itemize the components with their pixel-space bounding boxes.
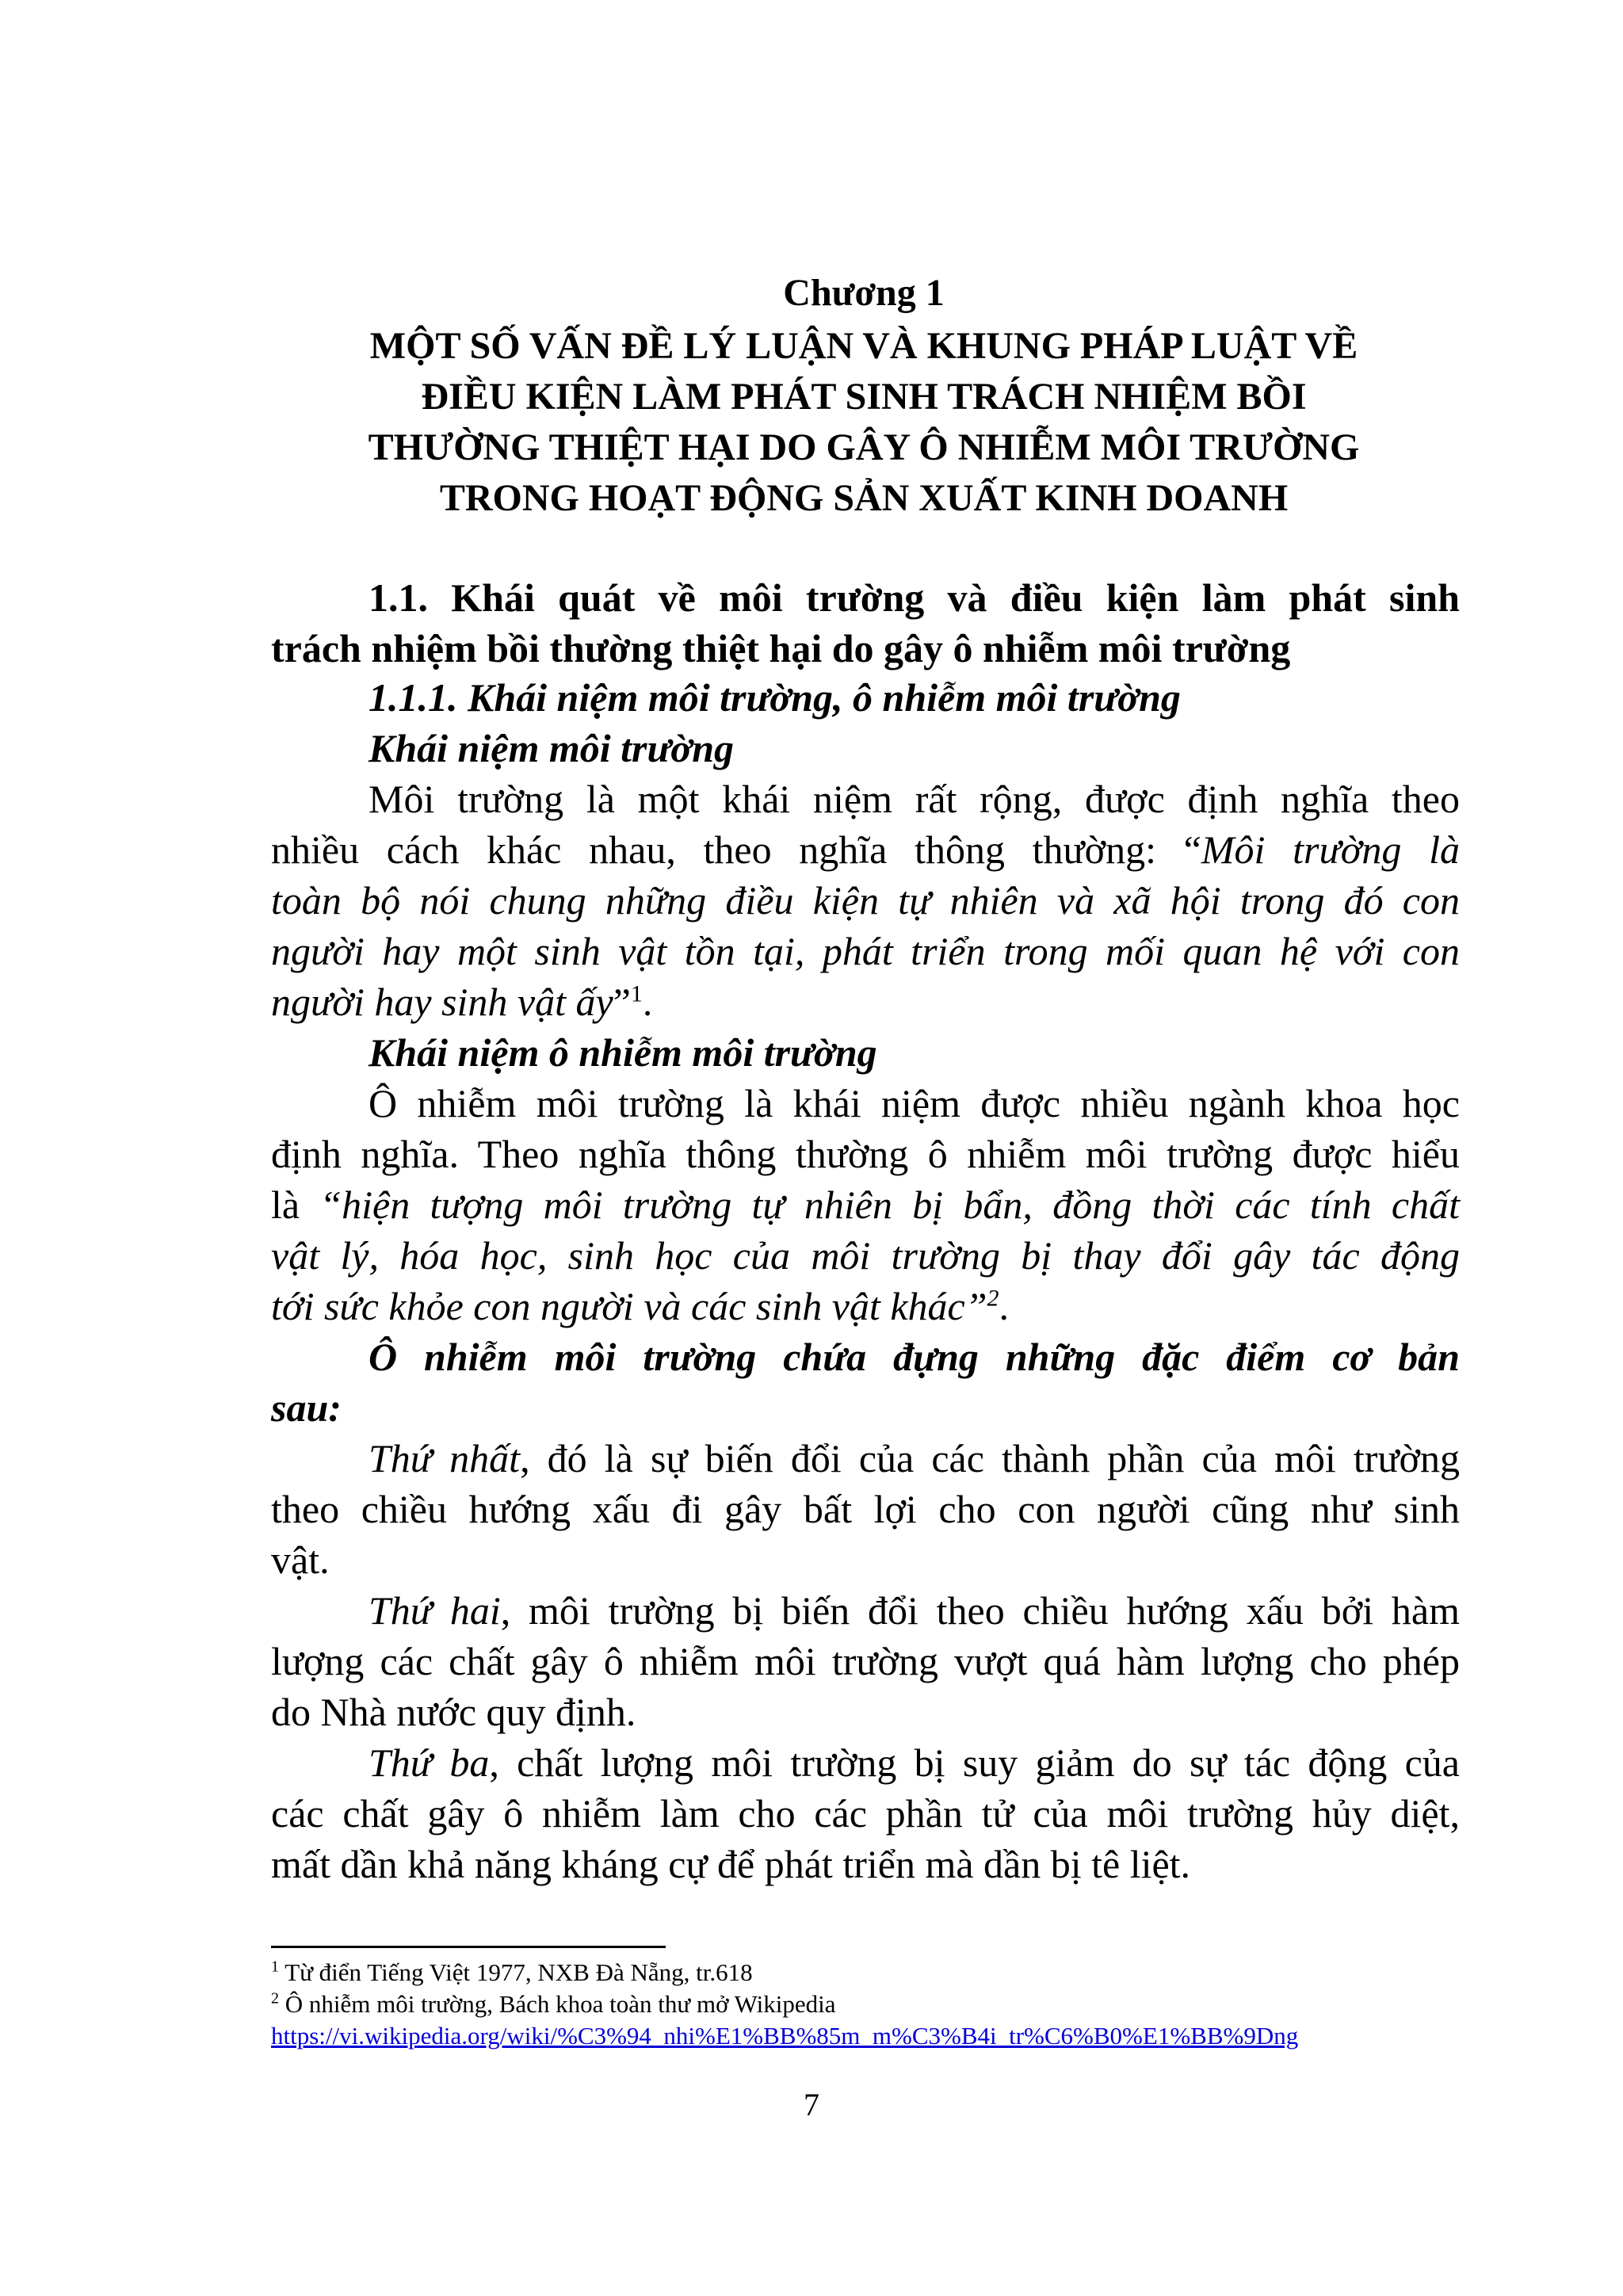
- paragraph-line: [271, 824, 1460, 875]
- text-run: ”: [613, 980, 631, 1024]
- paragraph-line: định nghĩa. Theo nghĩa thông thường ô nhiễm môi trường được hiểu: [271, 1132, 1460, 1176]
- ordinal-label: Thứ nhất: [369, 1436, 521, 1480]
- text-run: nhiều cách khác nhau, theo nghĩa thông thường: “: [271, 827, 1201, 872]
- footnote: [271, 1989, 836, 2019]
- footnote-separator: [271, 1946, 666, 1948]
- quote-line: toàn bộ nói chung những điều kiện tự nhiên và xã hội trong đó con: [271, 878, 1460, 923]
- paragraph-heading: Ô nhiễm môi trường chứa đựng những đặc điểm cơ bản: [369, 1335, 1460, 1379]
- chapter-title-line: ĐIỀU KIỆN LÀM PHÁT SINH TRÁCH NHIỆM BỒI: [421, 376, 1307, 418]
- page-number: 7: [804, 2087, 819, 2122]
- ordinal-label: Thứ ba: [369, 1740, 490, 1785]
- footnote-ref: 1: [630, 980, 643, 1007]
- text-run: , môi trường bị biến đổi theo chiều hướng xấu bởi hàm: [500, 1588, 1460, 1633]
- footnote-number: 1: [271, 1958, 279, 1976]
- section-heading-line: 1.1. Khái quát về môi trường và điều kiện làm phát sinh: [369, 575, 1460, 620]
- quote-text: “hiện tượng môi trường tự nhiên bị bẩn, đồng thời các tính chất: [319, 1182, 1460, 1227]
- chapter-title-line: TRONG HOẠT ĐỘNG SẢN XUẤT KINH DOANH: [439, 477, 1289, 519]
- paragraph-line: vật.: [271, 1538, 330, 1582]
- footnote-number: 2: [271, 1989, 279, 2008]
- quote-line: người hay một sinh vật tồn tại, phát triển trong mối quan hệ với con: [271, 929, 1460, 973]
- paragraph-line: [369, 1737, 1460, 1788]
- paragraph-line: [369, 1585, 1460, 1636]
- paragraph-heading: Khái niệm ô nhiễm môi trường: [369, 1030, 877, 1075]
- chapter-title-line: MỘT SỐ VẤN ĐỀ LÝ LUẬN VÀ KHUNG PHÁP LUẬT VỀ: [369, 325, 1358, 367]
- paragraph-line: [271, 976, 1460, 1027]
- footnote-link-line: [271, 2021, 1298, 2051]
- paragraph-line: lượng các chất gây ô nhiễm môi trường vượt quá hàm lượng cho phép: [271, 1639, 1460, 1683]
- footnote-text: Từ điển Tiếng Việt 1977, NXB Đà Nẵng, tr.618: [279, 1958, 753, 1986]
- chapter-title-line: THƯỜNG THIỆT HẠI DO GÂY Ô NHIỄM MÔI TRƯỜNG: [368, 426, 1360, 468]
- paragraph-line: mất dần khả năng kháng cự để phát triển mà dần bị tê liệt.: [271, 1842, 1191, 1886]
- chapter-label: Chương 1: [783, 272, 945, 314]
- paragraph-line: Môi trường là một khái niệm rất rộng, được định nghĩa theo: [369, 777, 1460, 821]
- text-run: là: [271, 1182, 320, 1227]
- text-run: .: [642, 980, 653, 1024]
- ordinal-label: Thứ hai: [369, 1588, 501, 1633]
- paragraph-heading: sau:: [271, 1385, 342, 1430]
- quote-text: tới sức khỏe con người và các sinh vật khác”: [271, 1284, 987, 1328]
- text-run: , đó là sự biến đổi của các thành phần của môi trường: [520, 1436, 1460, 1480]
- footnote-ref: 2: [987, 1285, 999, 1312]
- footnote-text: Ô nhiễm môi trường, Bách khoa toàn thư mở Wikipedia: [279, 1990, 836, 2018]
- section-heading-line: trách nhiệm bồi thường thiệt hại do gây ô nhiễm môi trường: [271, 626, 1291, 670]
- paragraph-line: theo chiều hướng xấu đi gây bất lợi cho con người cũng như sinh: [271, 1487, 1460, 1531]
- footnote: [271, 1958, 753, 1988]
- quote-text: Môi trường là: [1201, 827, 1460, 872]
- chapter-title: [269, 321, 1458, 524]
- paragraph-line: Ô nhiễm môi trường là khái niệm được nhiều ngành khoa học: [369, 1081, 1460, 1125]
- paragraph-line: [271, 1179, 1460, 1230]
- paragraph-line: [271, 1281, 1460, 1331]
- text-run: .: [999, 1284, 1010, 1328]
- paragraph-line: do Nhà nước quy định.: [271, 1690, 636, 1734]
- footnote-link[interactable]: https://vi.wikipedia.org/wiki/%C3%94_nhi%E1%BB%85m_m%C3%B4i_tr%C6%B0%E1%BB%9Dng: [271, 2022, 1299, 2050]
- quote-text: người hay sinh vật ấy: [271, 980, 613, 1024]
- quote-line: vật lý, hóa học, sinh học của môi trường bị thay đổi gây tác động: [271, 1233, 1460, 1278]
- text-run: , chất lượng môi trường bị suy giảm do sự tác động của: [489, 1740, 1461, 1785]
- paragraph-heading: Khái niệm môi trường: [369, 726, 735, 770]
- paragraph-line: [369, 1433, 1460, 1484]
- paragraph-line: các chất gây ô nhiễm làm cho các phần tử của môi trường hủy diệt,: [271, 1791, 1460, 1836]
- subsection-heading: 1.1.1. Khái niệm môi trường, ô nhiễm môi trường: [369, 675, 1181, 720]
